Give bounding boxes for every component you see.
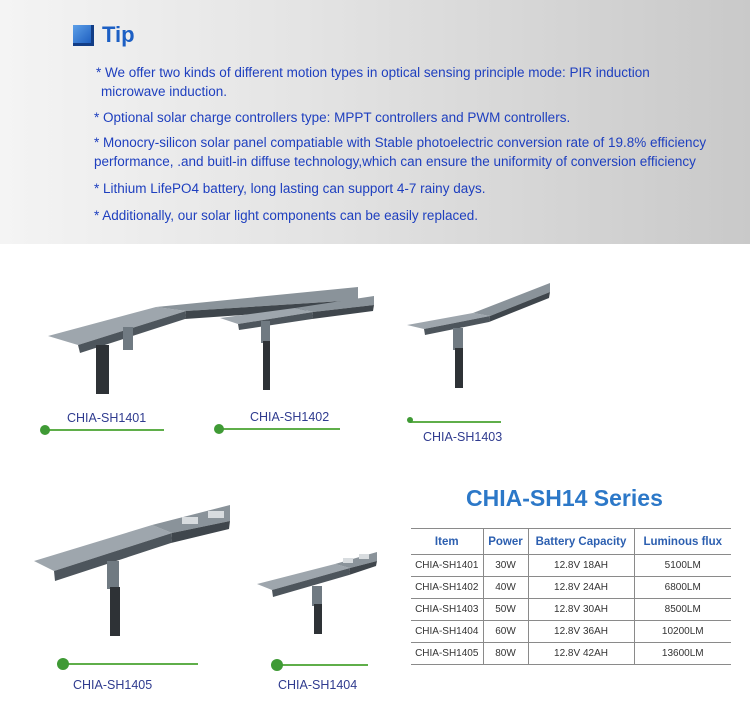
caption-sh1405: CHIA-SH1405: [73, 678, 153, 692]
col-header-power: Power: [483, 529, 528, 555]
cell-item: CHIA-SH1402: [411, 577, 483, 599]
spec-table-header-row: [411, 529, 731, 555]
cell-battery: 12.8V 24AH: [528, 577, 634, 599]
caption-sh1403: CHIA-SH1403: [423, 430, 503, 444]
street-light-image: [218, 293, 378, 393]
caption-line: [221, 428, 340, 430]
street-light-image: [255, 546, 380, 636]
green-dot-icon: [214, 424, 224, 434]
green-dot-icon: [271, 659, 283, 671]
table-row: [411, 577, 731, 599]
cell-flux: 13600LM: [634, 643, 731, 665]
tip-panel: [0, 0, 750, 244]
cell-power: 40W: [483, 577, 528, 599]
caption-line: [410, 421, 501, 423]
cell-flux: 5100LM: [634, 555, 731, 577]
tip-line-panel-cont: performance, .and buitl-in diffuse technology,which can ensure the uniformity of conversion efficiency: [94, 154, 696, 169]
cell-item: CHIA-SH1403: [411, 599, 483, 621]
cell-flux: 8500LM: [634, 599, 731, 621]
cell-battery: 12.8V 36AH: [528, 621, 634, 643]
tip-line-controllers: * Optional solar charge controllers type: MPPT controllers and PWM controllers.: [94, 110, 571, 125]
caption-sh1404: CHIA-SH1404: [278, 678, 358, 692]
series-title: CHIA-SH14 Series: [466, 485, 663, 511]
blue-square-icon: [73, 25, 94, 46]
cell-battery: 12.8V 30AH: [528, 599, 634, 621]
cell-power: 60W: [483, 621, 528, 643]
cell-battery: 12.8V 42AH: [528, 643, 634, 665]
col-header-battery: Battery Capacity: [528, 529, 634, 555]
tip-line-battery: * Lithium LifePO4 battery, long lasting can support 4-7 rainy days.: [94, 181, 486, 196]
street-light-image: [32, 503, 237, 638]
cell-item: CHIA-SH1405: [411, 643, 483, 665]
tip-line-components: * Additionally, our solar light components can be easily replaced.: [94, 208, 478, 223]
tip-line-panel: * Monocry-silicon solar panel compatiable with Stable photoelectric conversion rate of 19.8% efficiency: [94, 135, 707, 150]
cell-item: CHIA-SH1401: [411, 555, 483, 577]
cell-power: 80W: [483, 643, 528, 665]
green-dot-icon: [407, 417, 413, 423]
table-row: [411, 643, 731, 665]
col-header-flux: Luminous flux: [634, 529, 731, 555]
caption-line: [279, 664, 368, 666]
table-row: [411, 555, 731, 577]
cell-item: CHIA-SH1404: [411, 621, 483, 643]
caption-line: [67, 663, 198, 665]
tip-heading: [73, 22, 135, 48]
table-row: [411, 599, 731, 621]
table-row: [411, 621, 731, 643]
col-header-item: Item: [411, 529, 483, 555]
cell-power: 50W: [483, 599, 528, 621]
cell-power: 30W: [483, 555, 528, 577]
cell-flux: 10200LM: [634, 621, 731, 643]
green-dot-icon: [57, 658, 69, 670]
tip-title: Tip: [102, 22, 135, 47]
cell-battery: 12.8V 18AH: [528, 555, 634, 577]
caption-sh1402: CHIA-SH1402: [250, 410, 330, 424]
caption-line: [47, 429, 164, 431]
spec-table: [411, 528, 731, 665]
street-light-image: [403, 280, 553, 390]
tip-line-motion: * We offer two kinds of different motion types in optical sensing principle mode: PIR induction: [96, 65, 650, 80]
cell-flux: 6800LM: [634, 577, 731, 599]
tip-line-motion-cont: microwave induction.: [101, 84, 228, 99]
green-dot-icon: [40, 425, 50, 435]
caption-sh1401: CHIA-SH1401: [67, 411, 147, 425]
